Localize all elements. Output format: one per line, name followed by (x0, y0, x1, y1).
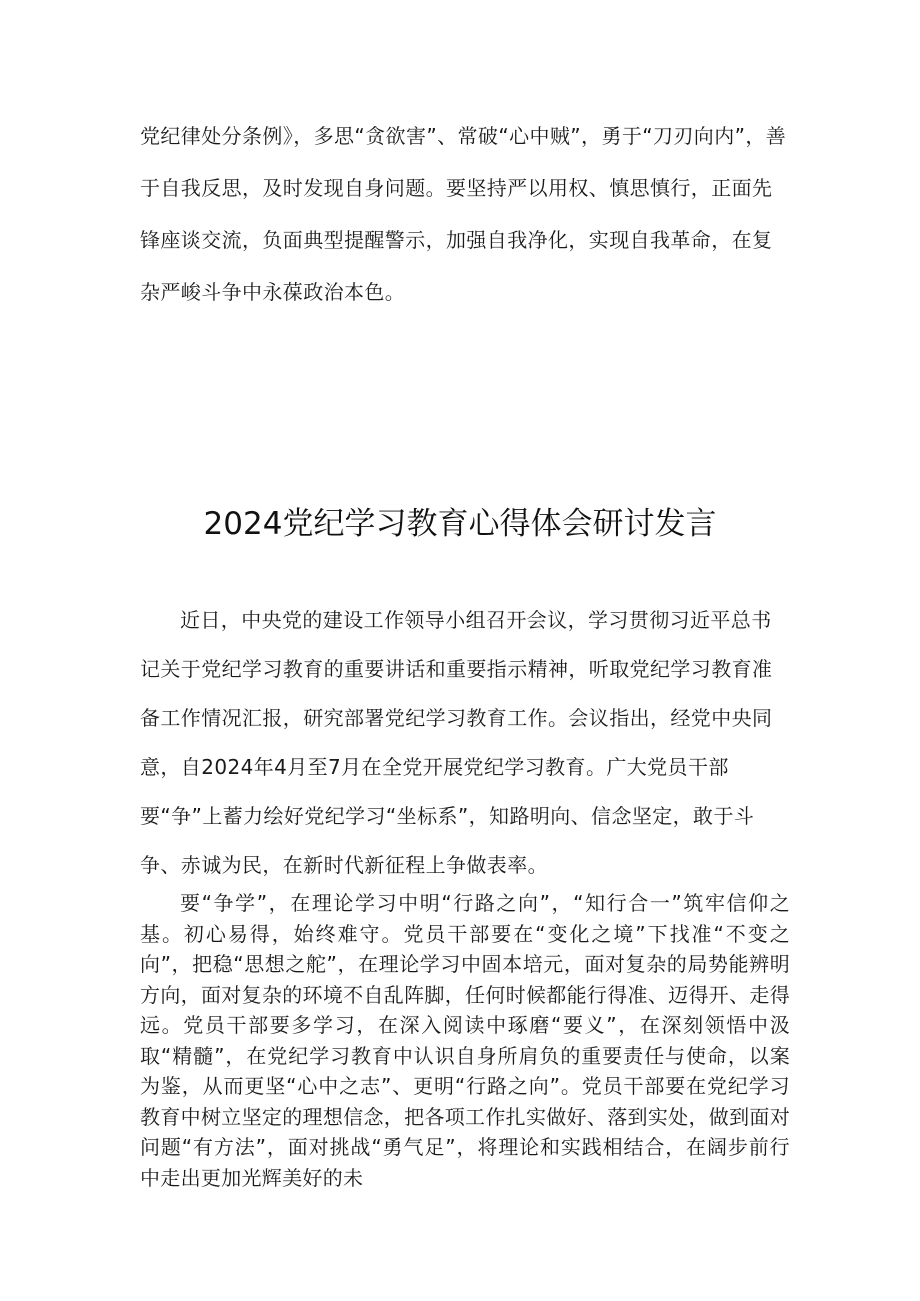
article-paragraph-2: 要“争学”，在理论学习中明“行路之向”，“知行合一”筑牢信仰之基。初心易得，始终难守。党员干部要在“变化之境”下找准“不变之向”，把稳“思想之舵”，在理论学习中固本培元，面对复杂的局势能辨明方向，面对复杂的环境不自乱阵脚，任何时候都能行得准、迈得开、走得远。党员干部要多学习，在深入阅读中琢磨“要义”，在深刻领悟中汲取“精髓”，在党纪学习教育中认识自身所肩负的重要责任与使命，以案为鉴，从而更坚“心中之志”、更明“行路之向”。党员干部要在党纪学习教育中树立坚定的理想信念，把各项工作扎实做好、落到实处，做到面对问题“有方法”，面对挑战“勇气足”，将理论和实践相结合，在阔步前行中走出更加光辉美好的未 (140, 891, 790, 1190)
article-body-intro (140, 596, 790, 890)
continuation-paragraph: 党纪律处分条例》，多思“贪欲害”、常破“心中贼”，勇于“刀刃向内”，善于自我反思，及时发现自身问题。要坚持严以用权、慎思慎行，正面先锋座谈交流，负面典型提醒警示，加强自我净化，实现自我革命，在复杂严峻斗争中永葆政治本色。 (140, 124, 787, 304)
article-paragraph-1: 近日，中央党的建设工作领导小组召开会议，学习贯彻习近平总书记关于党纪学习教育的重要讲话和重要指示精神，听取党纪学习教育准备工作情况汇报，研究部署党纪学习教育工作。会议指出，经党中央同意，自2024年4月至7月在全党开展党纪学习教育。广大党员干部要“争”上蓄力绘好党纪学习“坐标系”，知路明向、信念坚定，敢于斗争、赤诚为民，在新时代新征程上争做表率。 (140, 608, 773, 877)
continuation-block (140, 110, 790, 318)
article-body-main (140, 888, 790, 1193)
article-title: 2024党纪学习教育心得体会研讨发言 (203, 506, 717, 542)
